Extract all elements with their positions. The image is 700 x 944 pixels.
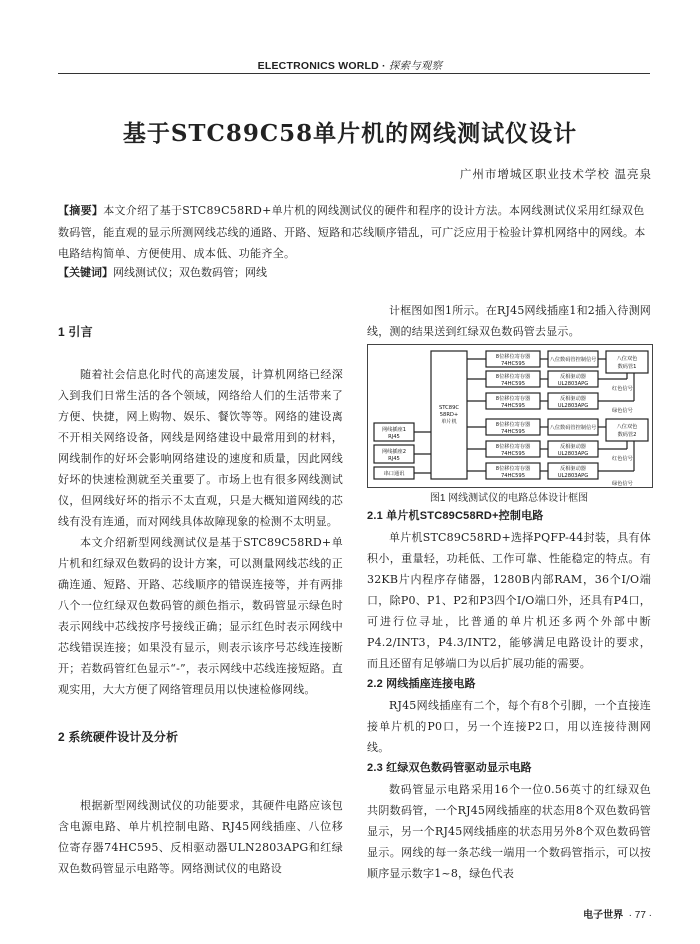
seg2-label: 八位数码管控制信号 (549, 425, 597, 431)
section-1-heading: 1 引言 (58, 325, 93, 339)
sr4-b: 74HC595 (500, 429, 526, 435)
block-diagram-svg (368, 345, 652, 487)
green-signal-1: 绿色信号 (612, 408, 633, 414)
serial-label: 串口通讯 (383, 471, 405, 477)
abstract-text: 本文介绍了基于STC89C58RD+单片机的网线测试仪的硬件和程序的设计方法。本网线测试仪采用红绿双色数码管，能直观的显示所测网线芯线的通路、开路、短路和芯线顺序错乱，可广泛应用于检验计算机网络中的网线。本电路结构简单、方便使用、成本低、功能齐全。 (58, 204, 646, 260)
paragraph-intro-2: 本文介绍新型网线测试仪是基于STC89C58RD+单片机和红绿双色数码的设计方案，可以测量网线芯线的正确连通、短路、开路、芯线顺序的错误连接等，并有两排八个一位红绿双色数码管的颜色指示，数码管显示绿色时表示网线中芯线按序号接线正确；显示红色时表示网线中芯线错误连接；如果没有显示，则表示该序号芯线连接断开；若数码管红色显示“-”，表示网线中芯线连接短路。直观实用，大大方便了网络管理员用以快速检修网线。 (58, 536, 343, 696)
socket2-l2: RJ45 (388, 456, 400, 462)
mcu-line-2: 58RD+ (439, 412, 459, 418)
sr1-a: 8位移位寄存器 (495, 354, 531, 360)
mcu-line-1: STC89C (438, 405, 460, 411)
author-line: 广州市增城区职业技术学校 温亮泉 (459, 167, 652, 181)
left-body-2 (58, 795, 343, 879)
sr4-a: 8位移位寄存器 (495, 422, 531, 428)
keywords-label: 【关键词】 (58, 267, 113, 279)
sr5-a: 8位移位寄存器 (495, 444, 531, 450)
sr6-a: 8位移位寄存器 (495, 466, 531, 472)
drv3-a: 反相驱动器 (560, 444, 586, 450)
figure-caption: 图1 网线测试仪的电路总体设计框图 (429, 493, 589, 504)
left-column (58, 322, 343, 343)
sr1-b: 74HC595 (500, 361, 526, 367)
section-2-3-heading: 2.3 红绿双色数码管驱动显示电路 (367, 762, 532, 774)
paragraph-socket: RJ45网线插座有二个，每个有8个引脚，一个直接连接单片机的P0口，另一个连接P2口，用以连接待测网线。 (367, 699, 651, 754)
green-signal-2: 绿色信号 (612, 481, 633, 487)
running-header (0, 58, 700, 73)
header-sep: · (378, 60, 389, 72)
header-en: ELECTRONICS WORLD (257, 60, 379, 72)
paper-title: 基于STC89C58单片机的网线测试仪设计 (122, 120, 578, 147)
drv2-a: 反相驱动器 (560, 396, 586, 402)
right-body (367, 506, 651, 884)
disp2-b: 数码管2 (617, 432, 637, 438)
sr5-b: 74HC595 (500, 451, 526, 457)
block-diagram (367, 344, 653, 488)
drv4-b: UL2803APG (557, 473, 589, 479)
paragraph-hardware: 根据新型网线测试仪的功能要求，其硬件电路应该包含电源电路、单片机控制电路、RJ45网线插座、八位移位寄存器74HC595、反相驱动器ULN2803APG和红绿双色数码管显示电路等。网络测试仪的电路设 (58, 799, 343, 875)
sr2-b: 74HC595 (500, 381, 526, 387)
page-number: · 77 · (628, 910, 652, 921)
section-2-1-heading: 2.1 单片机STC89C58RD+控制电路 (367, 510, 544, 522)
socket1-l2: RJ45 (388, 434, 400, 440)
abstract-label: 【摘要】 (58, 205, 104, 217)
mcu-line-3: 单片机 (441, 419, 457, 425)
header-rule (58, 73, 650, 74)
left-section-2 (58, 727, 343, 748)
left-body-1 (58, 364, 343, 700)
paragraph-display: 数码管显示电路采用16个一位0.56英寸的红绿双色共阴数码管，一个RJ45网线插座的状态用8个双色数码管显示，另一个RJ45网线插座的状态用另外8个双色数码管显示。网线的每一条芯线一端用一个数码管指示，可以按顺序显示数字1~8，绿色代表 (367, 783, 651, 880)
keywords (58, 262, 652, 284)
sr3-b: 74HC595 (500, 403, 526, 409)
paragraph-mcu: 单片机STC89C58RD+选择PQFP-44封装，具有体积小，重量轻，功耗低、工作可靠、性能稳定的特点。有32KB片内程序存储器，1280B内部RAM，36个I/O端口，除P0、P1、P2和P3四个I/O端口外，还具有P4口，可进行位寻址，比普通的单片机还多两个外部中断P4.2/INT3，P4.3/INT2，能够满足电路设计的要求，而且还留有足够端口为以后扩展功能的需要。 (367, 531, 651, 670)
drv1-a: 反相驱动器 (560, 374, 586, 380)
right-top (367, 300, 651, 342)
section-2-heading: 2 系统硬件设计及分析 (58, 730, 179, 744)
page-footer (583, 906, 652, 921)
sr6-b: 74HC595 (500, 473, 526, 479)
drv1-b: UL2803APG (557, 381, 589, 387)
drv3-b: UL2803APG (557, 451, 589, 457)
drv2-b: UL2803APG (557, 403, 589, 409)
abstract (58, 200, 652, 264)
red-signal-2: 红色信号 (612, 456, 633, 462)
disp1-b: 数码管1 (617, 364, 637, 370)
red-signal-1: 红色信号 (612, 386, 633, 392)
header-cn: 探索与观察 (388, 60, 443, 72)
disp1-a: 八位双色 (616, 356, 638, 362)
paragraph-figure-intro: 计框图如图1所示。在RJ45网线插座1和2插入待测网线，测的结果送到红绿双色数码管去显示。 (367, 304, 651, 338)
sr3-a: 8位移位寄存器 (495, 396, 531, 402)
section-2-2-heading: 2.2 网线插座连接电路 (367, 678, 476, 690)
drv4-a: 反相驱动器 (560, 466, 586, 472)
keywords-text: 网线测试仪；双色数码管；网线 (113, 266, 267, 279)
journal-name: 电子世界 (583, 910, 624, 921)
sr2-a: 8位移位寄存器 (495, 374, 531, 380)
socket1-l1: 网线插座1 (381, 427, 407, 433)
disp2-a: 八位双色 (616, 424, 638, 430)
paragraph-intro-1: 随着社会信息化时代的高速发展，计算机网络已经深入到我们日常生活的各个领域，网络给人们的生活带来了方便、快捷，网上购物、娱乐、餐饮等等。网络的建设离不开相关网络设备，网线是网络建设中最常用到的材料，网线制作的好坏会影响网络建设的速度和质量，因此网线好坏的快速检测就至关重要了。市场上也有很多网线测试仪，但网线好坏的指示不太直观，只是大概知道网线的芯线有没有连通，而对网线具体故障现象的检测不太明显。 (58, 368, 343, 528)
socket2-l1: 网线插座2 (381, 449, 407, 455)
seg1-label: 八位数码管控制信号 (549, 357, 597, 363)
